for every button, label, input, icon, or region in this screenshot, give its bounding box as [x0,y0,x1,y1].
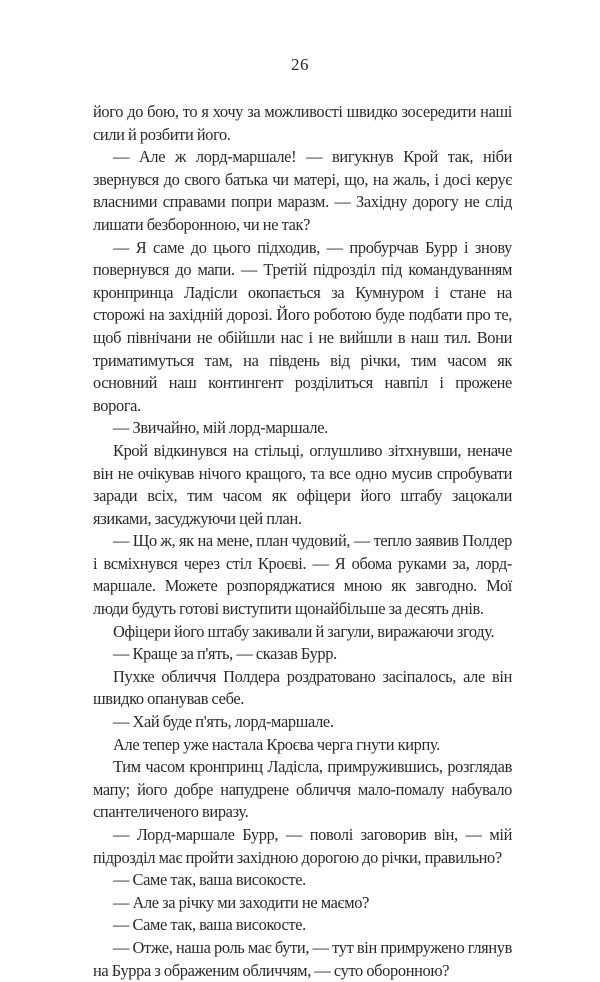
paragraph: — Краще за п'ять, — сказав Бурр. [113,644,337,664]
paragraph: — Саме так, ваша високосте. [113,915,306,935]
paragraph: — Що ж, як на мене, план чудовий, — тепло заявив Полдер і всміхнувся через стіл Кроєві. — Я обома руками за, лорд-маршале. Можете розпоряджатися мною як завгодно. Мої люди будуть готові виступити щонайбільше за десять днів. [93,531,512,619]
paragraph: — Саме так, ваша високосте. [113,870,306,890]
paragraph: Тим часом кронпринц Ладісла, примружившись, розглядав мапу; його добре напудрене обличчя мало-помалу набувало спантеличеного виразу. [93,757,512,822]
page-number: 26 [291,55,309,74]
paragraph: — Але за річку ми заходити не маємо? [113,892,370,912]
paragraph: — Звичайно, мій лорд-маршале. [113,418,328,438]
paragraph: — Лорд-маршале Бурр, — поволі заговорив він, — мій підрозділ має пройти західною дорогою до річки, правильно? [93,825,512,867]
paragraph: Але тепер уже настала Кроєва черга гнути кирпу. [113,734,440,754]
page-text [93,101,512,982]
paragraph: — Але ж лорд-маршале! — вигукнув Крой так, ніби звернувся до свого батька чи матері, що, на жаль, і досі керує власними справами попри маразм. — Західну дорогу не слід лишати безборонною, чи не так? [93,147,512,234]
paragraph-continuation: його до бою, то я хочу за можливості швидко зосередити наші сили й розбити його. [93,102,512,144]
paragraph: Пухке обличчя Полдера роздратовано засіпалось, але він швидко опанував себе. [93,666,512,709]
paragraph: Крой відкинувся на стільці, оглушливо зітхнувши, неначе він не очікував нічого кращого, та все одно мусив спробувати заради всіх, тим часом як офіцери його штабу зацокали язиками, засуджуючи цей план. [93,440,512,528]
paragraph: — Отже, наша роль має бути, — тут він примружено глянув на Бурра з ображеним обличчям, — суто оборонною? [93,937,512,980]
paragraph: — Хай буде п'ять, лорд-маршале. [113,712,334,732]
paragraph: Офіцери його штабу закивали й загули, виражаючи згоду. [113,621,495,641]
paragraph: — Я саме до цього підходив, — пробурчав Бурр і знову повернувся до мапи. — Третій підрозділ під командуванням кронпринца Ладісли окопається за Кумнуром і стане на сторожі на західній дорозі. Його роботою буде подбати про те, щоб північани не обійшли нас і не вийшли в наш тил. Вони триматимуться там, на південь від річки, тим часом як основний наш контингент розділиться навпіл і прожене ворога. [93,237,512,415]
